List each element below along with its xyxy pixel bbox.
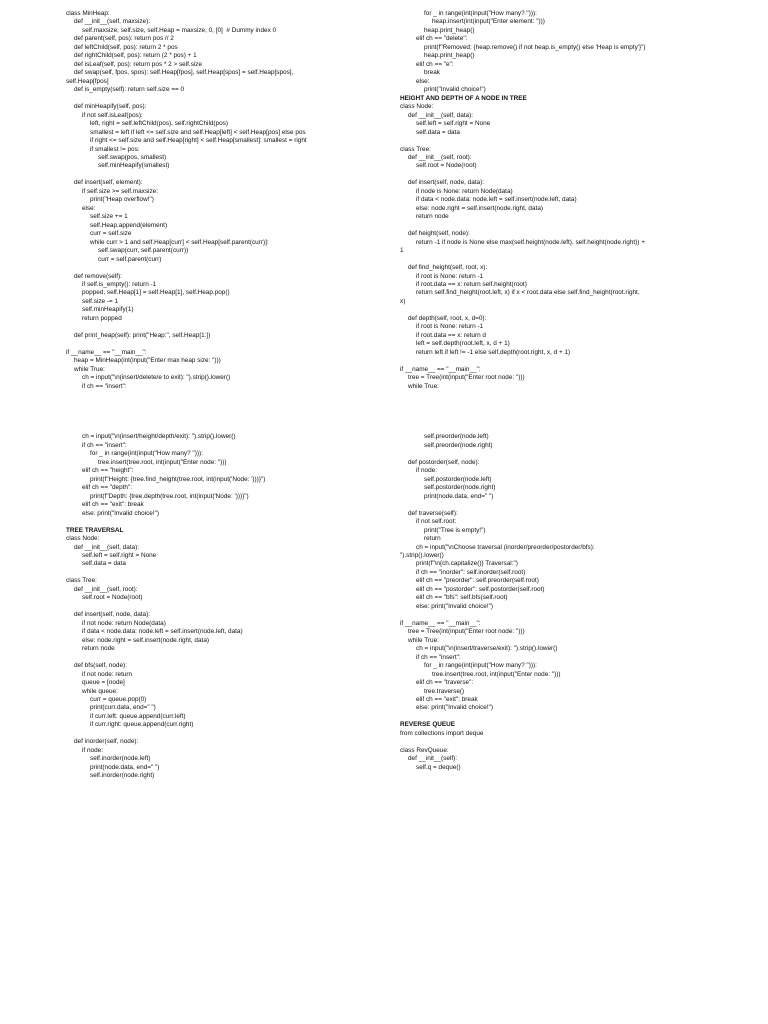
code-line: print(node.data, end=" ") <box>424 492 494 500</box>
code-line: return node <box>82 645 115 653</box>
code-line: elif ch == "exit": break <box>82 501 144 509</box>
code-line: ch = input("\n(insert/delete/e to exit): ").strip().lower() <box>82 374 231 382</box>
blank-line <box>66 425 384 433</box>
blank-line <box>66 340 384 348</box>
code-line: heap.print_heap() <box>424 52 475 60</box>
blank-line <box>66 408 384 416</box>
code-line: def isLeaf(self, pos): return pos * 2 > self.size <box>74 60 203 68</box>
code-line: else: node.right = self.insert(node.right, data) <box>82 636 209 644</box>
code-line: self.left = self.right = None <box>82 552 157 559</box>
code-line: left, right = self.leftChild(pos), self.rightChild(pos) <box>90 120 228 128</box>
code-line: for _ in range(int(input("How many? "))): <box>424 10 537 17</box>
code-line: for _ in range(int(input("How many? "))): <box>424 662 537 670</box>
section-heading: REVERSE QUEUE <box>400 721 456 729</box>
blank-line <box>400 611 705 619</box>
blank-line <box>66 400 384 408</box>
code-line: if node: <box>82 746 103 754</box>
code-line: return self.find_height(root.left, x) if x < root.data else self.find_height(root.right, <box>416 289 640 297</box>
code-line: if root.data == x: return d <box>416 331 486 339</box>
code-line: print(node.data, end=" ") <box>90 763 160 771</box>
code-line: def print_heap(self): print("Heap:", self.Heap[1:]) <box>74 331 211 339</box>
code-line: def is_empty(self): return self.size == 0 <box>74 86 185 94</box>
code-line: self.minHeapify(smallest) <box>98 162 170 170</box>
code-line: def insert(self, node, data): <box>74 611 151 619</box>
code-line: queue = [node] <box>82 679 125 687</box>
code-line: print(f"\n{ch.capitalize()} Traversal:") <box>416 560 518 568</box>
code-line: def minHeapify(self, pos): <box>74 103 147 111</box>
blank-line <box>66 323 384 331</box>
blank-line <box>400 713 705 721</box>
code-line: self.root = Node(root) <box>82 594 143 602</box>
code-line: def __init__(self, maxsize): <box>74 18 151 26</box>
blank-line <box>400 450 705 458</box>
code-line: class RevQueue: <box>400 746 449 754</box>
code-line: class Node: <box>400 103 434 111</box>
code-line: def insert(self, node, data): <box>408 179 485 187</box>
blank-line <box>66 95 384 103</box>
code-line: class MinHeap: <box>66 10 110 17</box>
code-line: def remove(self): <box>74 272 122 280</box>
code-line: return left if left != -1 else self.depth(root.right, x, d + 1) <box>416 348 571 356</box>
code-line: if not node: return Node(data) <box>82 619 166 627</box>
code-line: def bfs(self, node): <box>74 662 127 670</box>
code-line: def swap(self, fpos, spos): self.Heap[fpos], self.Heap[spos] = self.Heap[spos], <box>74 69 294 77</box>
code-line: def postorder(self, node): <box>408 458 480 466</box>
code-line: self.postorder(node.left) <box>424 475 492 483</box>
code-line: def find_height(self, root, x): <box>408 264 488 272</box>
code-line: self.inorder(node.left) <box>90 755 151 763</box>
code-line: if ch == "insert": <box>416 653 461 661</box>
code-line: def height(self, node): <box>408 230 470 238</box>
section-heading: TREE TRAVERSAL <box>66 526 124 534</box>
code-line: print(curr.data, end=" ") <box>90 704 156 712</box>
code-line: else: print("Invalid choice!") <box>416 602 493 610</box>
code-line: if curr.left: queue.append(curr.left) <box>90 712 186 720</box>
left-code-column <box>66 10 384 781</box>
code-line: tree.insert(tree.root, int(input("Enter node: "))) <box>432 670 561 678</box>
code-line: tree.insert(tree.root, int(input("Enter node: "))) <box>98 458 227 466</box>
code-line: from collections import deque <box>400 729 484 737</box>
code-line: def __init__(self): <box>408 755 458 763</box>
code-line: self.root = Node(root) <box>416 162 477 170</box>
code-line: self.data = data <box>416 128 460 136</box>
code-line: def __init__(self, root): <box>74 585 138 593</box>
code-line: def inorder(self, node): <box>74 738 139 746</box>
code-line: if __name__ == "__main__": <box>66 348 147 356</box>
code-line: elif ch == "exit": break <box>416 695 478 703</box>
code-line: x) <box>400 297 406 305</box>
section-heading: HEIGHT AND DEPTH OF A NODE IN TREE <box>400 94 527 102</box>
code-line: def traverse(self): <box>408 509 458 517</box>
code-line: while curr > 1 and self.Heap[curr] < self.Heap[self.parent(curr)]: <box>90 238 269 246</box>
code-line: elif ch == "traverse": <box>416 679 474 687</box>
code-line: if not self.isLeaf(pos): <box>82 111 143 119</box>
code-line: if ch == "insert": <box>82 382 127 390</box>
code-line: self.inorder(node.right) <box>90 772 155 780</box>
code-line: elif ch == "postorder": self.postorder(self.root) <box>416 585 545 593</box>
blank-line <box>66 569 384 577</box>
code-line: break <box>424 69 440 77</box>
blank-line <box>400 306 705 314</box>
code-line: def __init__(self, data): <box>74 543 140 551</box>
code-line: if node: <box>416 467 437 475</box>
code-line: def leftChild(self, pos): return 2 * pos <box>74 43 178 51</box>
code-line: def __init__(self, root): <box>408 153 472 161</box>
code-line: elif ch == "bfs": self.bfs(self.root) <box>416 594 508 602</box>
code-line: self.size -= 1 <box>82 297 119 305</box>
blank-line <box>66 391 384 399</box>
code-line: heap.print_heap() <box>424 26 475 34</box>
code-line: if ch == "inorder": self.inorder(self.root) <box>416 568 526 576</box>
blank-line <box>66 730 384 738</box>
code-line: ch = input("\n(insert/traverse/exit): ").strip().lower() <box>416 645 558 653</box>
code-line: while True: <box>408 636 439 644</box>
code-line: self.Heap.append(element) <box>90 221 168 229</box>
blank-line <box>66 264 384 272</box>
right-code-column <box>400 10 705 772</box>
code-line: print(f"Removed: {heap.remove() if not heap.is_empty() else 'Heap is empty'}") <box>424 43 646 51</box>
code-line: if not node: return <box>82 670 133 678</box>
code-line: def depth(self, root, x, d=0): <box>408 314 487 322</box>
code-line: tree = Tree(int(input("Enter root node: "))) <box>408 628 525 636</box>
code-line: def insert(self, element): <box>74 179 143 187</box>
code-line: while True: <box>408 382 439 390</box>
code-line: class Tree: <box>400 145 431 153</box>
code-line: if root.data == x: return self.height(root) <box>416 281 527 288</box>
code-line: else: <box>82 204 96 212</box>
code-line: self.postorder(node.right) <box>424 484 496 492</box>
code-line: curr = self.size <box>90 230 132 238</box>
code-line: self.minHeapify(1) <box>82 306 134 314</box>
blank-line <box>400 391 705 399</box>
code-line: print(f"Depth: {tree.depth(tree.root, int(input('Node: ')))}") <box>90 492 249 500</box>
code-line: tree.traverse() <box>424 687 465 695</box>
code-line: def __init__(self, data): <box>408 111 474 119</box>
code-line: smallest = left if left <= self.size and self.Heap[left] < self.Heap[pos] else pos <box>90 128 306 136</box>
code-line: print("Invalid choice!") <box>424 86 486 94</box>
code-line: self.swap(pos, smallest) <box>98 153 167 161</box>
code-line: if smallest != pos: <box>90 145 140 153</box>
code-line: self.maxsize, self.size, self.Heap = maxsize, 0, [0] # Dummy index 0 <box>82 26 277 34</box>
code-line: print("Tree is empty!") <box>424 526 486 534</box>
code-line: if self.size >= self.maxsize: <box>82 187 159 195</box>
code-line: if ch == "insert": <box>82 441 127 449</box>
code-line: return node <box>416 213 449 221</box>
code-line: ch = input("\nChoose traversal (inorder/preorder/postorder/bfs): <box>416 543 595 551</box>
code-line: left = self.depth(root.left, x, d + 1) <box>416 340 510 348</box>
code-line: curr = self.parent(curr) <box>98 255 162 263</box>
blank-line <box>400 408 705 416</box>
code-line: def rightChild(self, pos): return (2 * pos) + 1 <box>74 52 197 60</box>
code-line: if data < node.data: node.left = self.insert(node.left, data) <box>82 628 243 636</box>
code-line: def parent(self, pos): return pos // 2 <box>74 35 174 43</box>
code-line: if curr.right: queue.append(curr.right) <box>90 721 194 729</box>
blank-line <box>400 137 705 145</box>
code-line: if right <= self.size and self.Heap[right] < self.Heap[smallest]: smallest = right <box>90 137 307 145</box>
code-line: self.size += 1 <box>90 213 128 221</box>
blank-line <box>400 417 705 425</box>
blank-line <box>400 425 705 433</box>
code-line: if node is None: return Node(data) <box>416 187 513 195</box>
code-line: self.swap(curr, self.parent(curr)) <box>98 247 189 255</box>
blank-line <box>400 501 705 509</box>
code-line: for _ in range(int(input("How many? "))): <box>90 450 203 458</box>
code-line: else: node.right = self.insert(node.right, data) <box>416 204 543 212</box>
blank-line <box>400 256 705 264</box>
code-line: elif ch == "depth": <box>82 484 133 492</box>
code-line: else: print("Invalid choice!") <box>82 509 159 517</box>
code-line: return -1 if node is None else max(self.height(node.left), self.height(node.right)) + <box>416 238 645 246</box>
code-line: while queue: <box>82 687 118 695</box>
blank-line <box>400 400 705 408</box>
code-line: elif ch == "height": <box>82 467 134 475</box>
code-line: curr = queue.pop(0) <box>90 695 147 703</box>
code-line: else: print("Invalid choice!") <box>416 704 493 712</box>
code-line: while True: <box>74 365 105 373</box>
blank-line <box>400 222 705 230</box>
code-line: if __name__ == "__main__": <box>400 365 481 373</box>
blank-line <box>66 654 384 662</box>
code-line: return <box>424 535 441 543</box>
code-line: self.left = self.right = None <box>416 120 491 128</box>
code-line: if root is None: return -1 <box>416 323 484 331</box>
code-line: if __name__ == "__main__": <box>400 619 481 627</box>
code-line: if self.is_empty(): return -1 <box>82 281 157 288</box>
code-line: ").strip().lower() <box>400 552 444 559</box>
code-line: class Node: <box>66 535 100 543</box>
code-line: class Tree: <box>66 577 97 585</box>
code-line: ch = input("\n(insert/height/depth/exit): ").strip().lower() <box>82 433 236 441</box>
blank-line <box>400 357 705 365</box>
code-line: elif ch == "delete": <box>416 35 468 43</box>
code-line: print("Heap overflow!") <box>90 196 154 204</box>
blank-line <box>66 518 384 526</box>
blank-line <box>66 603 384 611</box>
code-line: elif ch == "e": <box>416 60 454 68</box>
blank-line <box>400 738 705 746</box>
blank-line <box>400 171 705 179</box>
code-line: self.q = deque() <box>416 763 461 771</box>
blank-line <box>66 171 384 179</box>
code-line: heap.insert(int(input("Enter element: "))) <box>432 18 545 26</box>
code-line: else: <box>416 77 430 85</box>
code-line: heap = MinHeap(int(input("Enter max heap size: "))) <box>74 357 221 365</box>
code-line: if root is None: return -1 <box>416 272 484 280</box>
code-line: if data < node.data: node.left = self.insert(node.left, data) <box>416 196 577 204</box>
blank-line <box>66 417 384 425</box>
code-line: tree = Tree(int(input("Enter root node: "))) <box>408 374 525 382</box>
code-line: elif ch == "preorder": self.preorder(self.root) <box>416 577 539 585</box>
code-line: print(f"Height: {tree.find_height(tree.root, int(input('Node: ')))}") <box>90 475 266 483</box>
code-line: if not self.root: <box>416 518 457 526</box>
code-line: 1 <box>400 247 404 255</box>
code-line: return popped <box>82 314 122 322</box>
code-line: self.data = data <box>82 560 126 568</box>
code-line: popped, self.Heap[1] = self.Heap[1], self.Heap.pop() <box>82 289 230 297</box>
code-line: self.preorder(node.left) <box>424 433 489 441</box>
code-line: self.Heap[fpos] <box>66 77 109 85</box>
code-line: self.preorder(node.right) <box>424 441 493 449</box>
